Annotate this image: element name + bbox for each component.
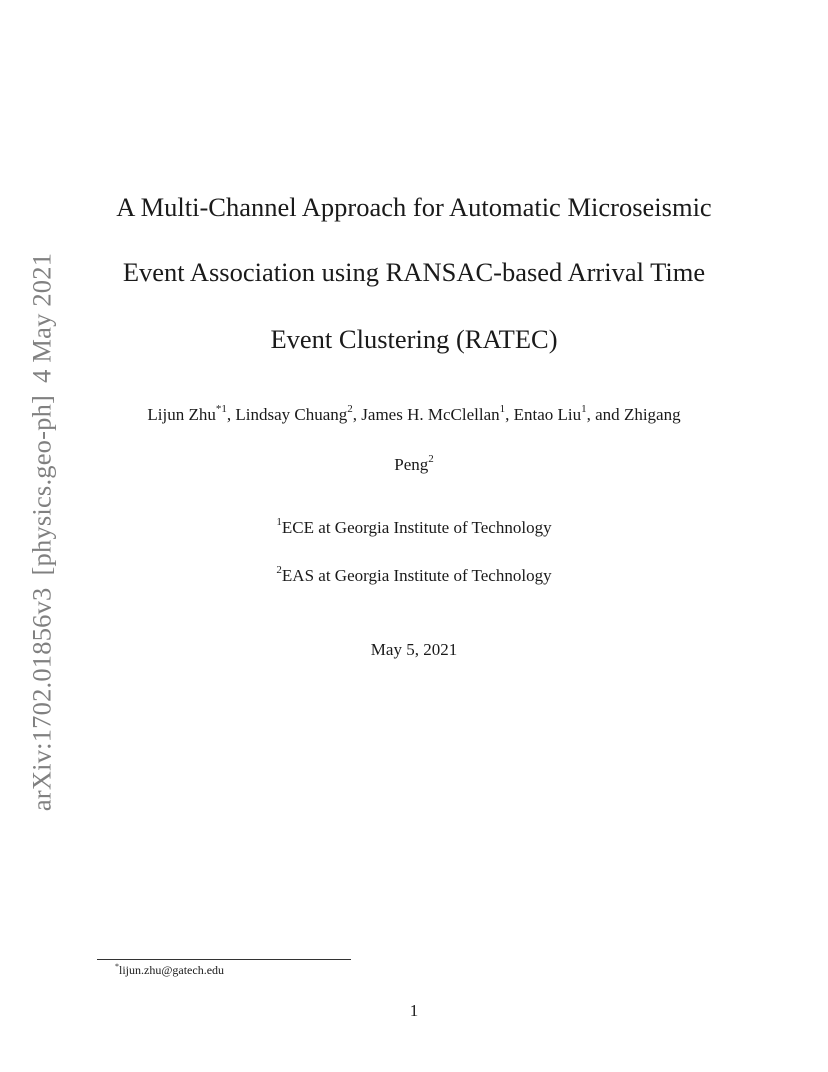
footnote-mark: * [115, 962, 119, 971]
arxiv-category: [physics.geo-ph] [26, 394, 57, 576]
affiliation-2 [0, 565, 828, 587]
author-mark: 1 [581, 403, 587, 416]
title-line-1: A Multi-Channel Approach for Automatic Microseismic [116, 192, 712, 222]
author-name-part1: Zhigang [623, 405, 681, 424]
affiliation-text: EAS at Georgia Institute of Technology [281, 566, 552, 585]
affiliation-mark: 2 [276, 564, 282, 577]
arxiv-id: arXiv:1702.01856v3 [26, 587, 57, 812]
author-separator: , [505, 405, 514, 424]
author-name: Lindsay Chuang [235, 405, 348, 424]
author-separator: , [226, 405, 236, 424]
footnote-email: lijun.zhu@gatech.edu [119, 963, 225, 977]
author-separator: , and [586, 405, 624, 424]
author-name-part2: Peng [394, 455, 429, 474]
author-mark: 2 [347, 403, 353, 416]
author-list-continued [0, 454, 828, 476]
author-mark: 2 [428, 453, 434, 466]
title-line-3: Event Clustering (RATEC) [270, 324, 558, 354]
footnote [115, 962, 224, 978]
author-name: Entao Liu [513, 405, 582, 424]
author-mark: *1 [215, 403, 227, 416]
affiliation-mark: 1 [276, 516, 282, 529]
author-separator: , [352, 405, 362, 424]
author-mark: 1 [499, 403, 506, 416]
arxiv-date: 4 May 2021 [26, 252, 57, 383]
author-name: James H. McClellan [361, 405, 500, 424]
paper-date: May 5, 2021 [370, 640, 458, 659]
author-list [0, 404, 828, 426]
page-number: 1 [409, 1001, 419, 1020]
footnote-divider [97, 959, 351, 960]
affiliation-1 [0, 517, 828, 539]
title-line-2: Event Association using RANSAC-based Arrival Time [122, 257, 706, 287]
affiliation-text: ECE at Georgia Institute of Technology [281, 518, 552, 537]
author-name: Lijun Zhu [147, 405, 216, 424]
